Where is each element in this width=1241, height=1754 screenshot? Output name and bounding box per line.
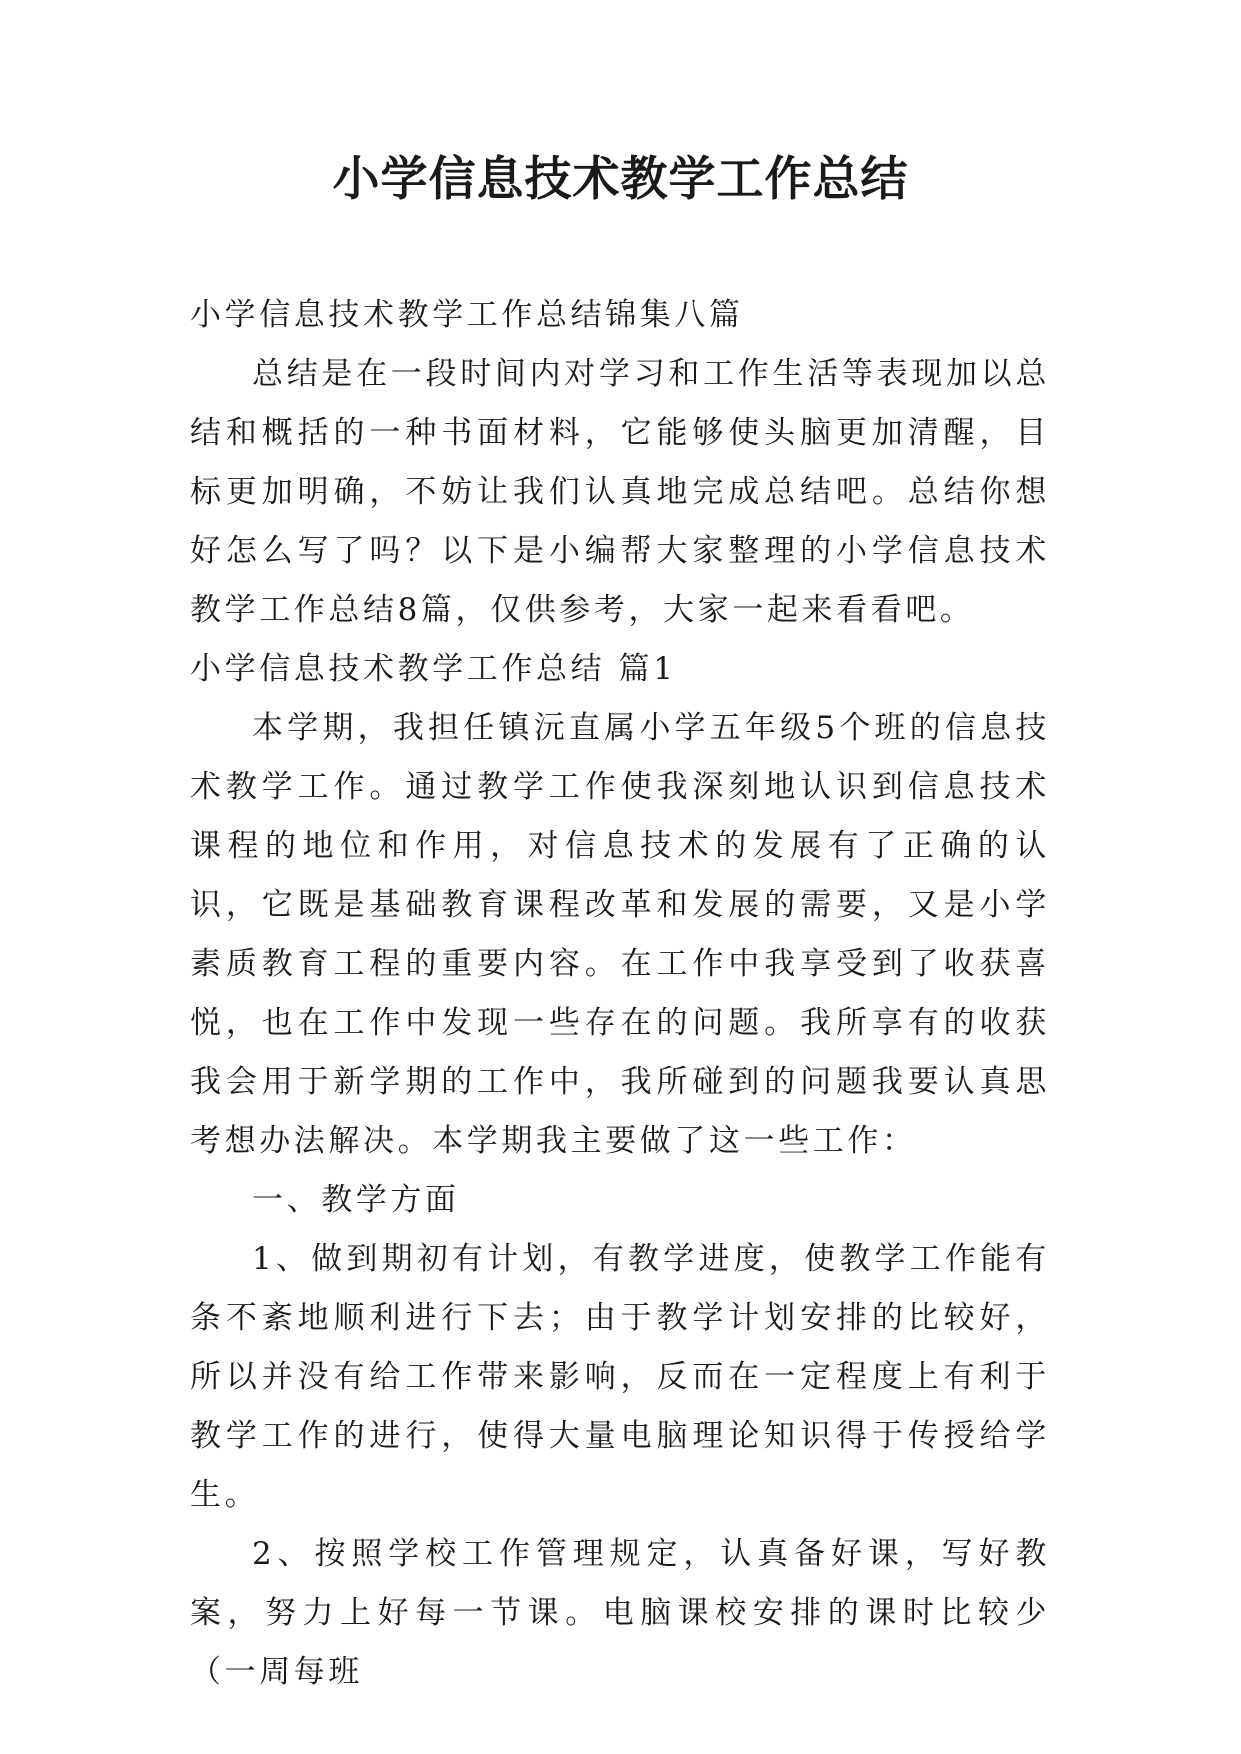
list-item-2: 2、按照学校工作管理规定，认真备好课，写好教案，努力上好每一节课。电脑课校安排的课时比较少（一周每班: [190, 1536, 1050, 1690]
section-heading: 小学信息技术教学工作总结 篇1: [190, 651, 677, 687]
document-title: 小学信息技术教学工作总结: [332, 152, 909, 207]
list-item-1: 1、做到期初有计划，有教学进度，使教学工作能有条不紊地顺利进行下去；由于教学计划安排的比较好，所以并没有给工作带来影响，反而在一定程度上有利于教学工作的进行，使得大量电脑理论知识得于传授给学生。: [190, 1241, 1050, 1513]
document-body: [190, 286, 1050, 1702]
body-paragraph-1: 本学期，我担任镇沅直属小学五年级5个班的信息技术教学工作。通过教学工作使我深刻地认识到信息技术课程的地位和作用，对信息技术的发展有了正确的认识，它既是基础教育课程改革和发展的需要，又是小学素质教育工程的重要内容。在工作中我享受到了收获喜悦，也在工作中发现一些存在的问题。我所享有的收获我会用于新学期的工作中，我所碰到的问题我要认真思考想办法解决。本学期我主要做了这一些工作：: [190, 710, 1050, 1159]
document-subtitle: 小学信息技术教学工作总结锦集八篇: [190, 297, 744, 333]
intro-paragraph: 总结是在一段时间内对学习和工作生活等表现加以总结和概括的一种书面材料，它能够使头脑更加清醒，目标更加明确，不妨让我们认真地完成总结吧。总结你想好怎么写了吗？以下是小编帮大家整理的小学信息技术教学工作总结8篇，仅供参考，大家一起来看看吧。: [190, 356, 1050, 628]
subheading-teaching: 一、教学方面: [252, 1182, 460, 1218]
